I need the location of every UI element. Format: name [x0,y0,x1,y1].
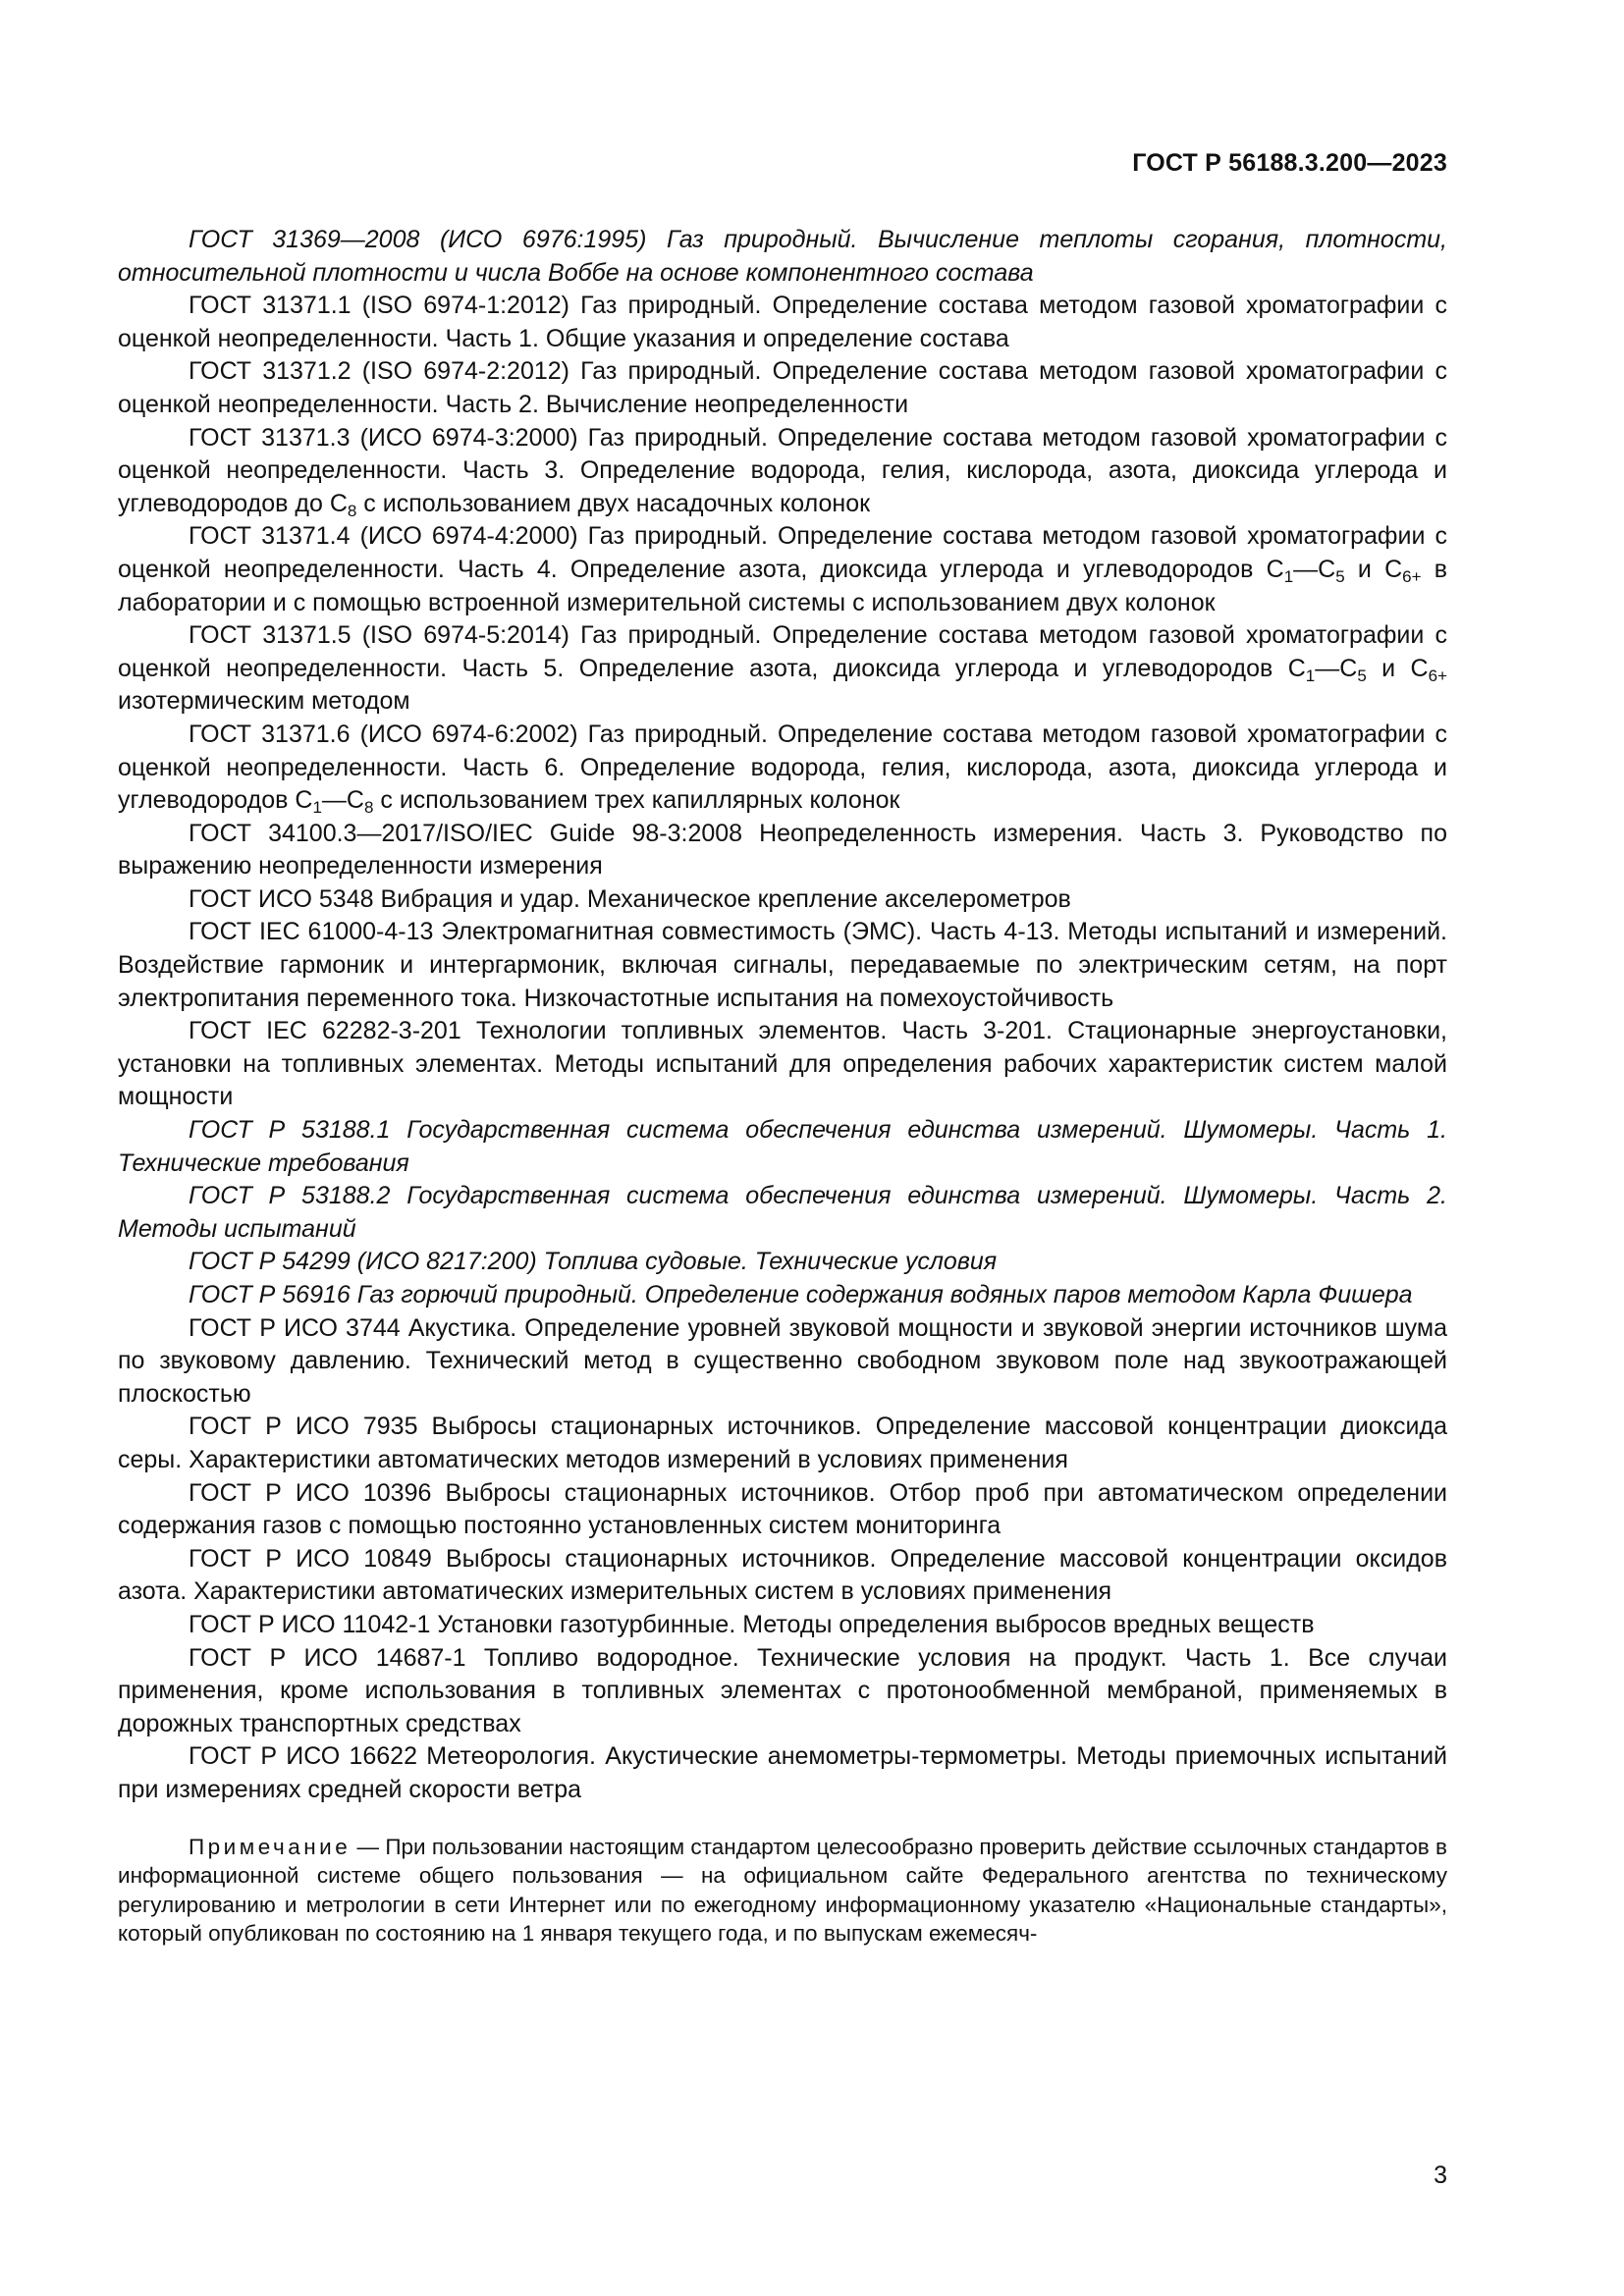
reference-subscript: 8 [347,501,357,520]
reference-subscript: 5 [1335,566,1345,586]
reference-subscript: 1 [312,798,322,818]
reference-text: изотермическим методом [118,687,410,716]
reference-item [118,1246,1447,1279]
reference-text: ГОСТ ИСО 5348 Вибрация и удар. Механическое крепление акселерометров [189,884,1071,913]
note-text: — При пользовании настоящим стандартом целесообразно проверить действие ссылочных стандартов в информационной системе общего пользования — на официальном сайте Федерального агентства по техническому регулированию и метрологии в сети Интернет или по ежегодному информационному указателю «Национальные стандарты», который опубликован по состоянию на 1 января текущего года, и по выпускам ежемесяч- [118,1834,1447,1946]
reference-subscript: 1 [1305,666,1316,685]
reference-item [118,1543,1447,1609]
reference-text: ГОСТ 31371.4 (ИСО 6974-4:2000) Газ природный. Определение состава методом газовой хроматографии с оценкой неопределенности. Часть 4. Определение азота, диоксида углерода и углеводородов С [118,522,1447,583]
reference-subscript: 5 [1357,666,1367,685]
reference-text: и С [1366,654,1429,682]
reference-text: ГОСТ IEC 61000-4-13 Электромагнитная совместимость (ЭМС). Часть 4-13. Методы испытаний и измерений. Воздействие гармоник и интергармоник, включая сигналы, передаваемые по электрическим сетям, на порт электропитания переменного тока. Низкочастотные испытания на помехоустойчивость [118,918,1447,1012]
reference-subscript: 6+ [1428,666,1448,685]
reference-text: ГОСТ 31371.2 (ISO 6974-2:2012) Газ природный. Определение состава методом газовой хроматографии с оценкой неопределенности. Часть 2. Вычисление неопределенности [118,357,1447,418]
reference-text: ГОСТ 31371.1 (ISO 6974-1:2012) Газ природный. Определение состава методом газовой хроматографии с оценкой неопределенности. Часть 1. Общие указания и определение состава [118,292,1447,352]
references-container [118,224,1447,1807]
reference-item [118,818,1447,883]
reference-text: ГОСТ 31371.3 (ИСО 6974-3:2000) Газ природный. Определение состава методом газовой хроматографии с оценкой неопределенности. Часть 3. Определение водорода, гелия, кислорода, азота, диоксида углерода и углеводородов до С [118,423,1447,517]
reference-item [118,883,1447,917]
reference-item [118,1642,1447,1741]
reference-subscript: 6+ [1402,566,1422,586]
reference-text: ГОСТ Р ИСО 16622 Метеорология. Акустические анемометры-термометры. Методы приемочных испытаний при измерениях средней скорости ветра [118,1742,1447,1803]
reference-item [118,520,1447,619]
reference-item [118,290,1447,355]
reference-text: ГОСТ Р ИСО 3744 Акустика. Определение уровней звуковой мощности и звуковой энергии источников шума по звуковому давлению. Технический метод в существенно свободном звуковом поле над звукоотражающей плоскостью [118,1313,1447,1408]
reference-subscript: 1 [1283,566,1294,586]
reference-text: ГОСТ Р 54299 (ИСО 8217:200) Топлива судовые. Технические условия [189,1248,998,1276]
reference-item [118,1279,1447,1312]
reference-text: ГОСТ Р ИСО 14687-1 Топливо водородное. Технические условия на продукт. Часть 1. Все случаи применения, кроме использования в топливных элементах с протонообменной мембраной, применяемых в дорожных транспортных средствах [118,1643,1447,1737]
reference-text: —С [321,786,364,815]
reference-text: ГОСТ IEC 62282-3-201 Технологии топливных элементов. Часть 3-201. Стационарные энергоустановки, установки на топливных элементах. Методы испытаний для определения рабочих характеристик систем малой мощности [118,1017,1447,1111]
reference-text: —С [1293,555,1336,583]
reference-item [118,422,1447,521]
reference-text: в лаборатории и с помощью встроенной измерительной системы с использованием двух колонок [118,555,1447,616]
references-list [118,224,1447,1970]
reference-text: ГОСТ Р ИСО 7935 Выбросы стационарных источников. Определение массовой концентрации диоксида серы. Характеристики автоматических методов измерений в условиях применения [118,1413,1447,1473]
reference-item [118,619,1447,719]
note-lead: Примечание [189,1834,352,1859]
reference-text: ГОСТ Р 53188.2 Государственная система обеспечения единства измерений. Шумомеры. Часть 2. Методы испытаний [118,1182,1447,1243]
document-header: ГОСТ Р 56188.3.200—2023 [1132,149,1447,177]
note-paragraph [118,1833,1447,1949]
reference-item [118,355,1447,421]
reference-text: ГОСТ Р ИСО 11042-1 Установки газотурбинные. Методы определения выбросов вредных веществ [189,1610,1315,1638]
reference-item [118,1740,1447,1806]
reference-text: и С [1344,555,1403,583]
reference-item [118,1015,1447,1114]
reference-text: ГОСТ 31371.6 (ИСО 6974-6:2002) Газ природный. Определение состава методом газовой хроматографии с оценкой неопределенности. Часть 6. Определение водорода, гелия, кислорода, азота, диоксида углерода и углеводородов С [118,720,1447,815]
reference-item [118,719,1447,818]
reference-item [118,1609,1447,1642]
reference-text: ГОСТ 31371.5 (ISO 6974-5:2014) Газ природный. Определение состава методом газовой хроматографии с оценкой неопределенности. Часть 5. Определение азота, диоксида углерода и углеводородов С [118,621,1447,682]
reference-subscript: 8 [363,798,374,818]
reference-text: —С [1315,654,1358,682]
reference-item [118,1312,1447,1412]
reference-item [118,916,1447,1015]
reference-text: ГОСТ 34100.3—2017/ISO/IEC Guide 98-3:2008 Неопределенность измерения. Часть 3. Руководство по выражению неопределенности измерения [118,819,1447,881]
reference-text: с использованием трех капиллярных колонок [373,786,900,815]
reference-item [118,1114,1447,1180]
reference-text: с использованием двух насадочных колонок [356,489,871,517]
reference-item [118,1180,1447,1246]
reference-text: ГОСТ Р 56916 Газ горючий природный. Определение содержания водяных паров методом Карла Фишера [189,1281,1413,1308]
reference-text: ГОСТ 31369—2008 (ИСО 6976:1995) Газ природный. Вычисление теплоты сгорания, плотности, относительной плотности и числа Воббе на основе компонентного состава [118,226,1447,287]
reference-text: ГОСТ Р ИСО 10396 Выбросы стационарных источников. Отбор проб при автоматическом определении содержания газов с помощью постоянно установленных систем мониторинга [118,1478,1447,1540]
page-number: 3 [1434,2162,1447,2189]
reference-item [118,224,1447,290]
reference-item [118,1477,1447,1543]
reference-text: ГОСТ Р ИСО 10849 Выбросы стационарных источников. Определение массовой концентрации оксидов азота. Характеристики автоматических измерительных систем в условиях применения [118,1544,1447,1606]
reference-item [118,1411,1447,1476]
reference-text: ГОСТ Р 53188.1 Государственная система обеспечения единства измерений. Шумомеры. Часть 1. Технические требования [118,1116,1447,1177]
